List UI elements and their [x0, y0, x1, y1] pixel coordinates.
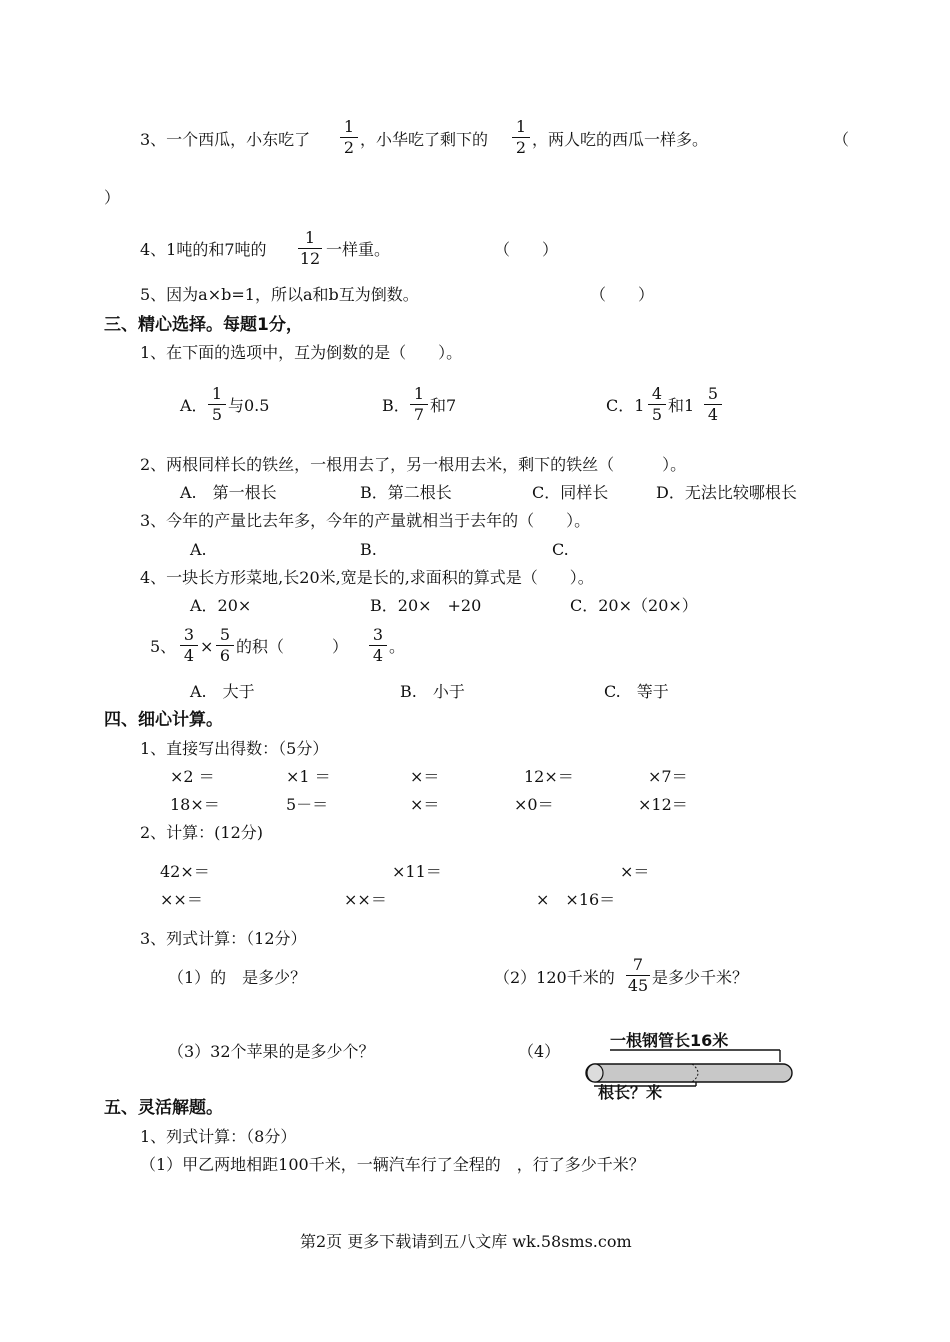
section5-title: 五、灵活解题。 [104, 1098, 223, 1118]
s4-mental-r1c5: ×7＝ [648, 767, 688, 786]
s3-q4-option-c: C．20×（20×） [570, 596, 698, 615]
s3-q1-option-a-text: 与0.5 [228, 396, 270, 415]
s4-mental-r2c5: ×12＝ [638, 795, 688, 814]
judge-q5: 5、因为a×b=1，所以a和b互为倒数。 [140, 285, 419, 304]
s4-calc-r2c2: ××＝ [344, 890, 387, 909]
s3-q5-option-c: C. 等于 [604, 682, 669, 701]
s3-q2-option-d: D．无法比较哪根长 [656, 483, 797, 502]
s4-mental-r1c4: 12×＝ [524, 767, 574, 786]
s4-q3-part2-a: （2）120千米的 [494, 968, 615, 987]
s3-q1-option-c-label: C．1 [606, 396, 645, 415]
fraction-one-seventh: 1 7 [410, 385, 428, 424]
page-footer: 第2页 更多下载请到五八文库 wk.58sms.com [300, 1232, 632, 1251]
s4-calc-r1c1: 42×＝ [160, 862, 210, 881]
s3-q3-option-c: C. [552, 540, 569, 559]
s3-q5-number: 5、 [150, 637, 177, 656]
s5-q1-part1: （1）甲乙两地相距100千米，一辆汽车行了全程的 ，行了多少千米？ [140, 1155, 645, 1174]
s4-mental-r2c3: ×＝ [410, 795, 440, 814]
judge-q3-part3: ，两人吃的西瓜一样多。 [532, 130, 709, 149]
s3-q4-option-b: B．20× +20 [370, 596, 482, 615]
pipe-total-length-label: 一根钢管长16米 [610, 1031, 729, 1050]
judge-q4-answer-paren: （ ） [494, 240, 559, 259]
s3-q2-option-b: B．第二根长 [360, 483, 452, 502]
s3-q3: 3、今年的产量比去年多，今年的产量就相当于去年的（ ）。 [140, 511, 591, 530]
s4-mental-r2c4: ×0＝ [514, 795, 554, 814]
s3-q2-option-a: A. 第一根长 [180, 483, 277, 502]
fraction-one-twelfth: 1 12 [299, 228, 321, 268]
s3-q1-option-b-label: B． [382, 396, 410, 415]
s3-q5-option-b: B. 小于 [400, 682, 465, 701]
s4-q3-part4: （4） [518, 1042, 561, 1061]
s4-q3: 3、列式计算：（12分） [140, 929, 307, 948]
s3-q4: 4、一块长方形菜地,长20米,宽是长的,求面积的算式是（ ）。 [140, 568, 594, 587]
s4-mental-r1c1: ×2 ＝ [170, 767, 215, 786]
s4-calc-r1c3: ×＝ [620, 862, 650, 881]
judge-q4-part1: 4、1吨的和7吨的 [140, 240, 267, 259]
s3-q3-option-b: B. [360, 540, 377, 559]
fraction-three-fourths-2: 3 4 [369, 626, 387, 665]
section4-title: 四、细心计算。 [104, 710, 223, 730]
s3-q4-option-a: A．20× [190, 596, 252, 615]
s3-q5-text: 的积（ ） [236, 637, 349, 656]
s3-q2-option-c: C．同样长 [532, 483, 609, 502]
fraction-five-fourths: 5 4 [704, 385, 722, 424]
s3-q1-option-b-text: 和7 [430, 396, 457, 415]
s4-calc-r2c1: ××＝ [160, 890, 203, 909]
s3-q1: 1、在下面的选项中，互为倒数的是（ ）。 [140, 343, 463, 362]
s4-mental-r1c3: ×＝ [410, 767, 440, 786]
s4-mental-r2c1: 18×＝ [170, 795, 220, 814]
s3-q5-end: 。 [389, 637, 406, 656]
fraction-three-fourths: 3 4 [180, 626, 198, 665]
s3-q1-option-a-label: A． [180, 396, 208, 415]
judge-q3-part2: ，小华吃了剩下的 [360, 130, 489, 149]
s3-q1-option-c-text: 和1 [668, 396, 695, 415]
judge-q3-paren-open: （ [833, 130, 850, 149]
s3-q5-times: × [200, 637, 214, 656]
fraction-seven-45ths: 7 45 [627, 955, 649, 995]
s4-calc-r2c3: × ×16＝ [536, 890, 616, 909]
judge-q3-part1: 3、一个西瓜，小东吃了 [140, 130, 311, 149]
s4-mental-r2c2: 5－＝ [286, 795, 329, 814]
s4-q3-part2-b: 是多少千米？ [652, 968, 749, 987]
s3-q3-option-a: A. [190, 540, 207, 559]
section3-title: 三、精心选择。每题1分， [104, 315, 303, 335]
fraction-one-half: 1 2 [340, 118, 358, 157]
s4-q1: 1、直接写出得数：（5分） [140, 739, 329, 758]
fraction-one-fifth: 1 5 [208, 385, 226, 424]
s4-q3-part1: （1）的 是多少？ [168, 968, 307, 987]
s4-calc-r1c2: ×11＝ [392, 862, 442, 881]
s5-q1: 1、列式计算：（8分） [140, 1127, 297, 1146]
s4-q3-part3: （3）32个苹果的是多少个？ [168, 1042, 375, 1061]
s4-q2: 2、计算：(12分) [140, 823, 264, 842]
judge-q4-part2: 一样重。 [326, 240, 391, 259]
fraction-one-half-2: 1 2 [512, 118, 530, 157]
s4-mental-r1c2: ×1 ＝ [286, 767, 331, 786]
judge-q3-paren-close: ） [104, 188, 121, 207]
judge-q5-answer-paren: （ ） [590, 285, 655, 304]
fraction-five-sixths: 5 6 [216, 626, 234, 665]
fraction-four-fifths: 4 5 [648, 385, 666, 424]
s3-q5-option-a: A. 大于 [190, 682, 255, 701]
s3-q2: 2、两根同样长的铁丝，一根用去了，另一根用去米，剩下的铁丝（ ）。 [140, 455, 687, 474]
pipe-piece-length-label: 根长？米 [598, 1083, 663, 1102]
